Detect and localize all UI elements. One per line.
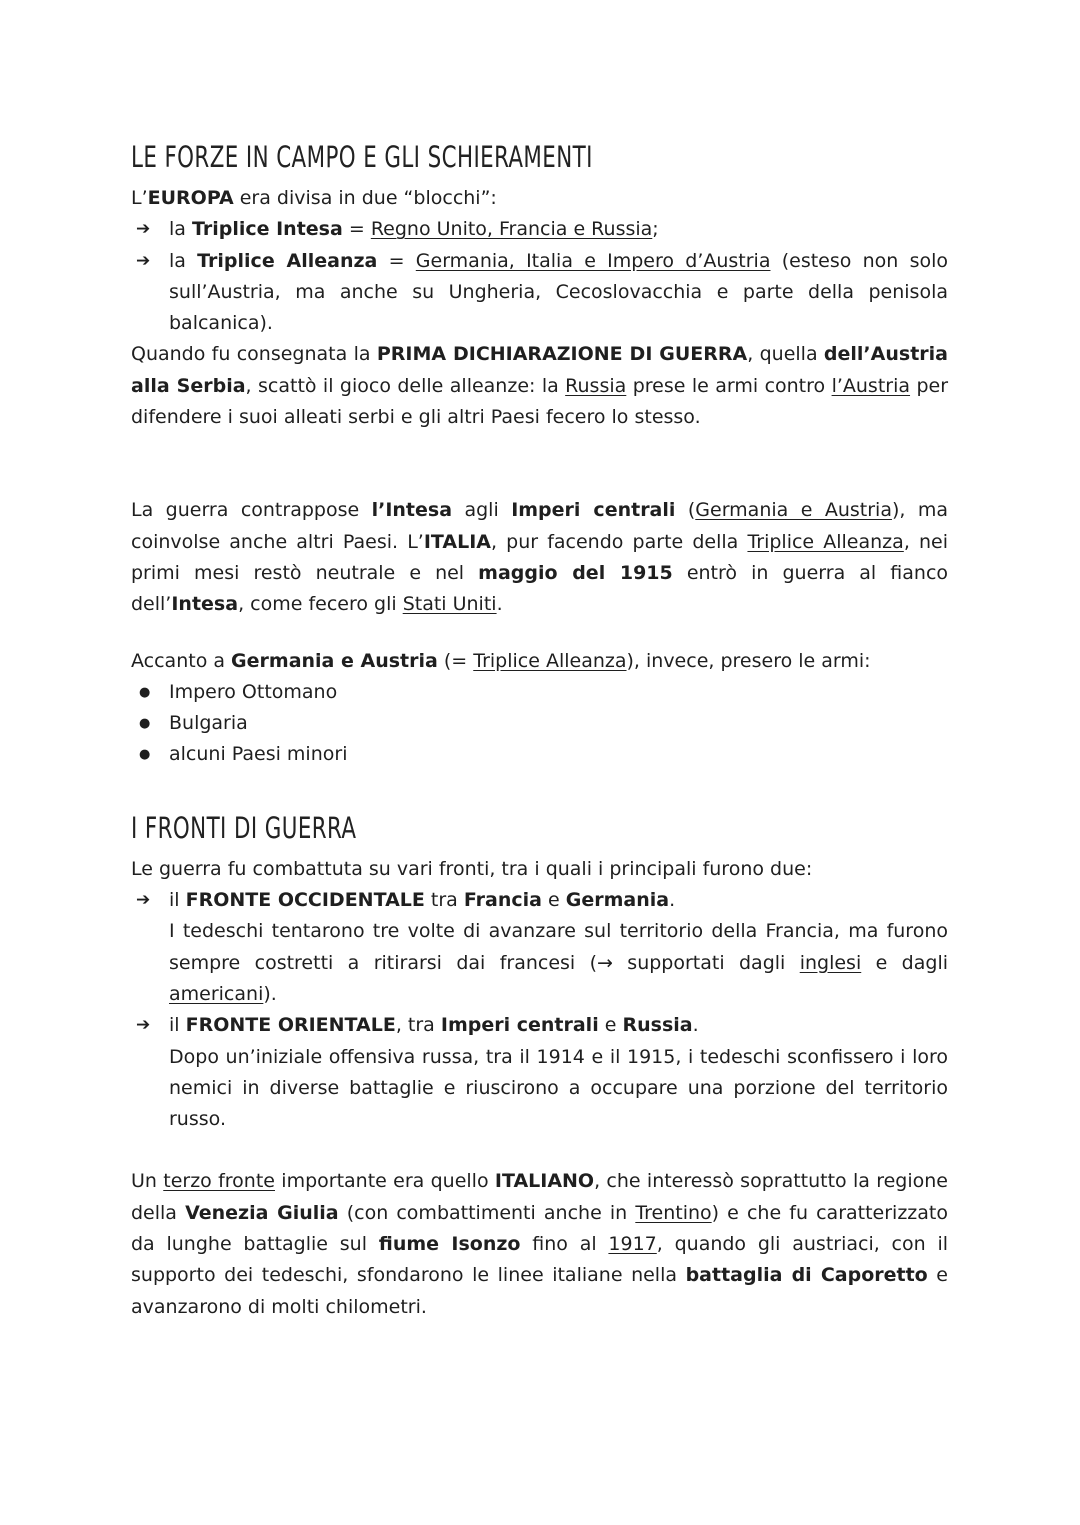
bold-text: dell’Austria alla Serbia xyxy=(131,343,948,397)
text: ) e che fu caratterizzato da lunghe battaglie sul xyxy=(131,1201,949,1256)
text: entrò in guerra al fianco dell’ xyxy=(131,561,949,616)
text: (esteso non solo sull’Austria, ma anche su Ungheria, Cecoslovacchia e parte della penisola balcanica). xyxy=(169,249,949,335)
text: importante era quello xyxy=(275,1170,495,1193)
paragraph-fronti-intro: Le guerra fu combattuta su vari fronti, tra i quali i principali furono due: xyxy=(131,857,813,880)
list-item: ● Impero Ottomano xyxy=(131,677,948,708)
list-item-fronte-occidentale xyxy=(131,885,948,916)
text: agli xyxy=(452,499,512,522)
paragraph-guerra-contrappose xyxy=(131,495,948,620)
section-heading-fronti xyxy=(131,811,948,859)
underlined-text: 1917 xyxy=(608,1233,657,1256)
text: = xyxy=(377,249,416,272)
fronte-occidentale-description xyxy=(131,916,948,1010)
text: La guerra contrappose xyxy=(131,499,372,522)
text: , quando gli austriaci, con il supporto dei tedeschi, sfondarono le linee italiane nella xyxy=(131,1233,949,1287)
allies-list xyxy=(131,677,948,771)
underlined-text: Triplice Alleanza xyxy=(473,649,627,672)
text: (con combattimenti anche in xyxy=(338,1201,636,1224)
underlined-text: Trentino xyxy=(635,1201,712,1224)
paragraph-accanto xyxy=(131,646,948,677)
text: ). xyxy=(263,982,277,1005)
bold-text: ITALIANO xyxy=(494,1170,595,1193)
underlined-text: americani xyxy=(169,982,264,1005)
list-item: ● Bulgaria xyxy=(131,708,948,739)
text: , tra xyxy=(395,1014,441,1037)
bold-text: maggio del 1915 xyxy=(478,561,673,584)
text: la xyxy=(169,249,198,272)
fronte-orientale-description: Dopo un’iniziale offensiva russa, tra il 1914 e il 1915, i tedeschi sconfissero i loro nemici in diverse battaglie e riuscirono a occupare una porzione del territorio russo. xyxy=(169,1045,948,1131)
bold-text: battaglia di Caporetto xyxy=(685,1264,928,1287)
text: I tedeschi tentarono tre volte di avanzare sul territorio della Francia, ma furono sempre costretti a ritirarsi dai francesi (→ supportati dagli xyxy=(169,920,948,974)
bold-text: Imperi centrali xyxy=(440,1014,599,1037)
text: la xyxy=(169,218,192,241)
text: ; xyxy=(652,218,659,241)
bold-text: Germania e Austria xyxy=(231,649,438,672)
bold-text: ITALIA xyxy=(423,530,491,553)
underlined-text: Stati Uniti xyxy=(402,593,497,616)
bold-text: Russia xyxy=(622,1014,693,1037)
paragraph-europa xyxy=(131,183,948,214)
underlined-text: Triplice Alleanza xyxy=(747,530,904,553)
text: (= xyxy=(437,649,474,672)
text: , che interessò soprattutto la regione della xyxy=(131,1170,948,1224)
text: e dagli xyxy=(861,951,949,974)
bold-text: Venezia Giulia xyxy=(185,1201,339,1224)
text: . xyxy=(692,1014,699,1037)
heading-text: I FRONTI DI GUERRA xyxy=(131,810,357,845)
underlined-text: Germania e Austria xyxy=(695,499,892,522)
underlined-text: Russia xyxy=(565,374,627,397)
text: fino al xyxy=(520,1233,609,1256)
text: , quella xyxy=(747,343,824,366)
bold-text: EUROPA xyxy=(147,187,234,209)
bold-text: Germania xyxy=(565,889,670,912)
text: , come fecero gli xyxy=(238,593,403,616)
bold-text: Imperi centrali xyxy=(511,499,676,522)
bold-text: Triplice Intesa xyxy=(191,218,343,241)
text: tra xyxy=(424,889,464,912)
text: = xyxy=(342,218,371,241)
bold-text: PRIMA DICHIARAZIONE DI GUERRA xyxy=(376,343,748,366)
text: , nei primi mesi restò neutrale e nel xyxy=(131,530,949,584)
text: e xyxy=(541,889,566,912)
text: Un xyxy=(131,1170,164,1193)
fronts-list-2 xyxy=(131,1010,948,1041)
bold-text: FRONTE OCCIDENTALE xyxy=(185,889,425,912)
underlined-text: terzo fronte xyxy=(163,1170,275,1193)
text: per difendere i suoi alleati serbi e gli altri Paesi fecero lo stesso. xyxy=(131,374,949,429)
underlined-text: l’Austria xyxy=(831,374,911,397)
list-item-fronte-orientale xyxy=(131,1010,948,1041)
alliances-list xyxy=(131,214,948,339)
heading-text: LE FORZE IN CAMPO E GLI SCHIERAMENTI xyxy=(131,140,593,174)
text: L’ xyxy=(131,187,148,209)
list-item: ● alcuni Paesi minori xyxy=(131,739,948,770)
section-heading-schieramenti xyxy=(131,140,948,188)
text: e avanzarono di molti chilometri. xyxy=(131,1264,948,1318)
text: , scattò il gioco delle alleanze: la xyxy=(245,374,566,397)
text: . xyxy=(669,889,676,912)
text: prese le armi contro xyxy=(626,374,832,397)
text: il xyxy=(169,889,186,912)
text: . xyxy=(496,593,503,616)
paragraph-dichiarazione xyxy=(131,339,948,433)
text: ), invece, presero le armi: xyxy=(626,649,871,672)
bold-text: Francia xyxy=(463,889,542,912)
text: Quando fu consegnata la xyxy=(131,343,377,366)
bold-text: Triplice Alleanza xyxy=(197,249,378,272)
list-item-triplice-intesa xyxy=(131,214,948,245)
bold-text: l’Intesa xyxy=(371,499,453,522)
paragraph-terzo-fronte xyxy=(131,1166,948,1322)
underlined-text: inglesi xyxy=(799,951,862,974)
underlined-text: Regno Unito, Francia e Russia xyxy=(370,218,653,241)
list-item-triplice-alleanza xyxy=(131,246,948,340)
text: Accanto a xyxy=(131,649,232,672)
text: , pur facendo parte della xyxy=(490,530,748,553)
text: il xyxy=(169,1014,186,1037)
text: e xyxy=(598,1014,623,1037)
text: ( xyxy=(675,499,696,522)
bold-text: FRONTE ORIENTALE xyxy=(185,1014,396,1037)
text: ), ma coinvolse anche altri Paesi. L’ xyxy=(131,499,949,553)
underlined-text: Germania, Italia e Impero d’Austria xyxy=(415,249,771,272)
text: era divisa in due “blocchi”: xyxy=(233,187,497,209)
bold-text: fiume Isonzo xyxy=(378,1233,521,1256)
bold-text: Intesa xyxy=(171,593,239,616)
document-page xyxy=(131,140,948,1323)
fronts-list xyxy=(131,885,948,916)
